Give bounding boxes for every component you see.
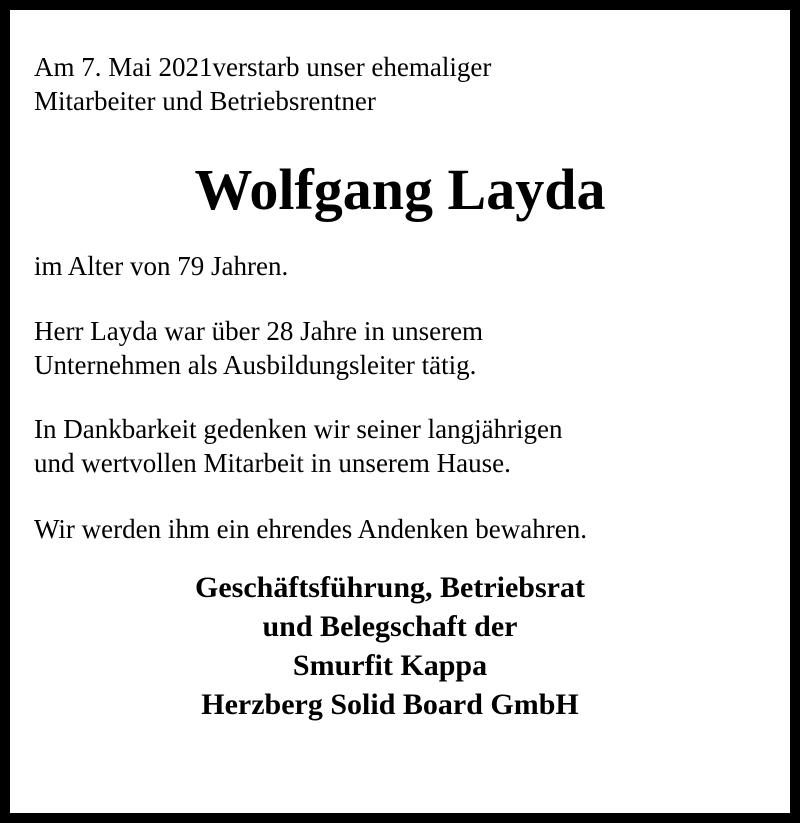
signature-line: Smurfit Kappa — [292, 649, 488, 682]
obituary-notice — [34, 50, 778, 724]
intro-line: Mitarbeiter und Betriebsrentner — [34, 86, 376, 116]
signature-block — [2, 568, 778, 724]
signature-line: Herzberg Solid Board GmbH — [201, 688, 579, 721]
closing-line: Wir werden ihm ein ehrendes Andenken bewahren. — [34, 514, 587, 544]
age-paragraph — [34, 249, 778, 283]
intro-line: Am 7. Mai 2021verstarb unser ehemaliger — [34, 52, 492, 82]
closing-paragraph — [34, 512, 778, 546]
gratitude-paragraph — [34, 412, 778, 480]
career-line: Herr Layda war über 28 Jahre in unserem — [34, 316, 484, 346]
career-line: Unternehmen als Ausbildungsleiter tätig. — [34, 350, 477, 380]
deceased-name: Wolfgang Layda — [194, 157, 606, 222]
intro-paragraph — [34, 50, 778, 118]
gratitude-line: In Dankbarkeit gedenken wir seiner langjährigen — [34, 414, 563, 444]
career-paragraph — [34, 314, 778, 382]
signature-line: und Belegschaft der — [262, 610, 518, 643]
gratitude-line: und wertvollen Mitarbeit in unserem Hause. — [34, 448, 511, 478]
signature-line: Geschäftsführung, Betriebsrat — [195, 571, 585, 604]
age-line: im Alter von 79 Jahren. — [34, 251, 289, 281]
